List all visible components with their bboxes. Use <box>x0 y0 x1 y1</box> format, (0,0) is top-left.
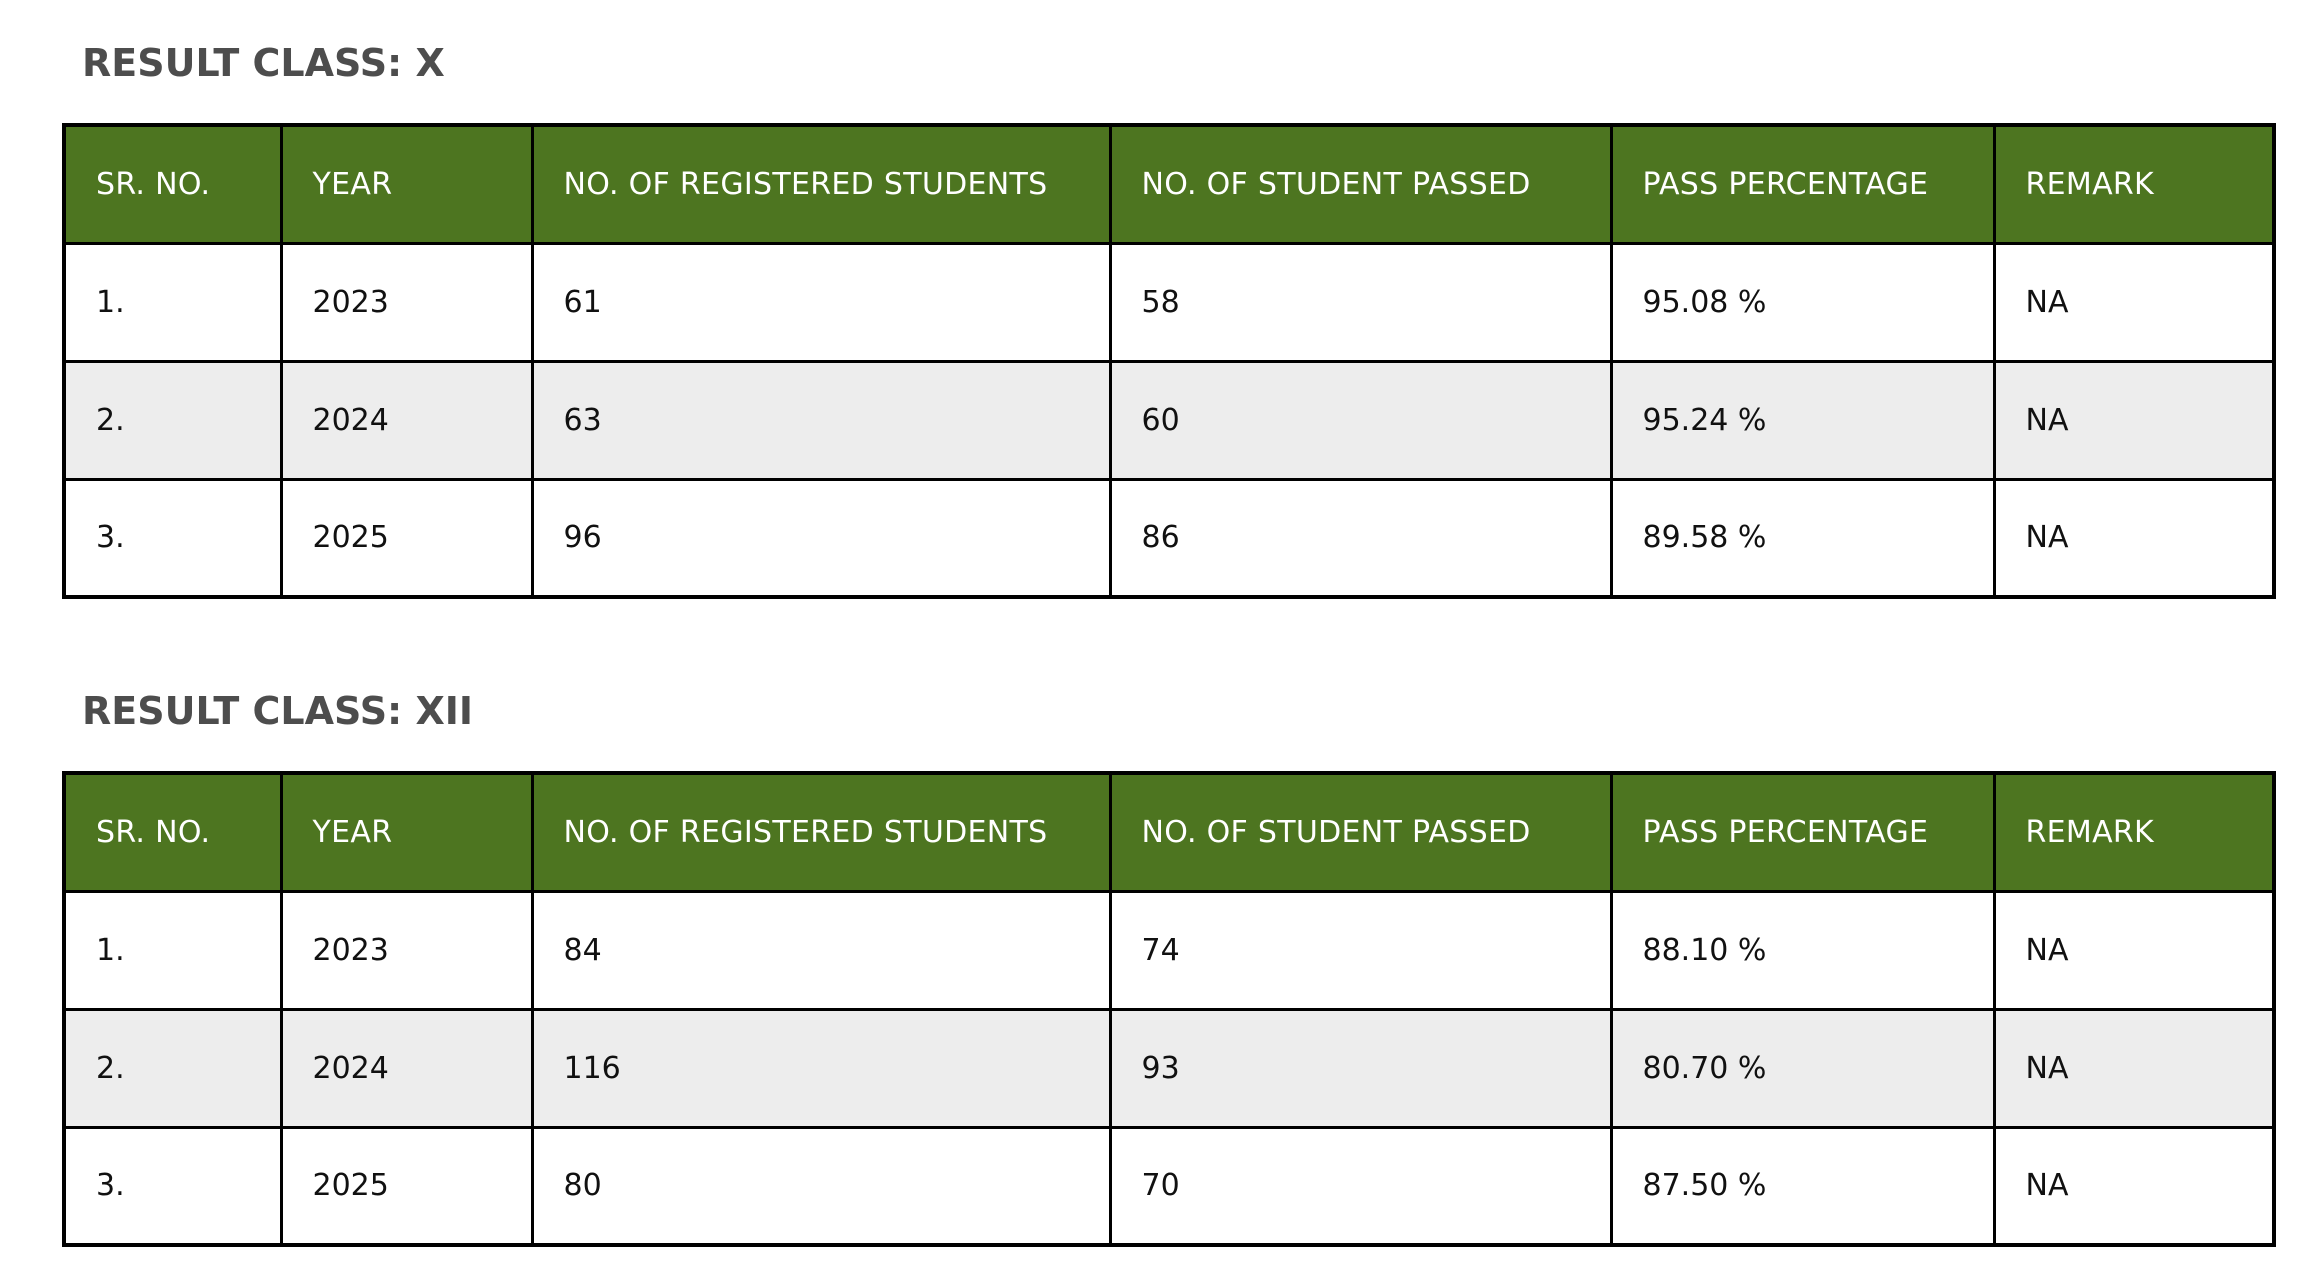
cell-year: 2024 <box>281 361 532 479</box>
cell-year: 2025 <box>281 479 532 597</box>
result-class-xii-table <box>62 771 2276 1247</box>
cell-year: 2024 <box>281 1009 532 1127</box>
cell-sr-no: 2. <box>64 1009 281 1127</box>
table-row <box>64 1127 2274 1245</box>
cell-registered-students: 116 <box>532 1009 1110 1127</box>
column-header-registered-students: NO. OF REGISTERED STUDENTS <box>532 773 1110 891</box>
result-class-xii-title: RESULT CLASS: XII <box>82 689 474 733</box>
result-class-x-table <box>62 123 2276 599</box>
cell-students-passed: 60 <box>1110 361 1611 479</box>
cell-students-passed: 86 <box>1110 479 1611 597</box>
cell-remark: NA <box>1994 891 2274 1009</box>
column-header-students-passed: NO. OF STUDENT PASSED <box>1110 125 1611 243</box>
cell-registered-students: 96 <box>532 479 1110 597</box>
cell-pass-percentage: 80.70 % <box>1611 1009 1994 1127</box>
column-header-remark: REMARK <box>1994 125 2274 243</box>
cell-students-passed: 74 <box>1110 891 1611 1009</box>
cell-registered-students: 84 <box>532 891 1110 1009</box>
table-header-row <box>64 773 2274 891</box>
cell-pass-percentage: 95.08 % <box>1611 243 1994 361</box>
cell-remark: NA <box>1994 479 2274 597</box>
cell-year: 2023 <box>281 891 532 1009</box>
cell-remark: NA <box>1994 361 2274 479</box>
table-row <box>64 891 2274 1009</box>
cell-students-passed: 93 <box>1110 1009 1611 1127</box>
column-header-sr-no: SR. NO. <box>64 125 281 243</box>
cell-registered-students: 63 <box>532 361 1110 479</box>
cell-remark: NA <box>1994 1127 2274 1245</box>
cell-sr-no: 1. <box>64 243 281 361</box>
cell-sr-no: 3. <box>64 479 281 597</box>
column-header-sr-no: SR. NO. <box>64 773 281 891</box>
cell-remark: NA <box>1994 243 2274 361</box>
cell-sr-no: 1. <box>64 891 281 1009</box>
column-header-pass-percentage: PASS PERCENTAGE <box>1611 125 1994 243</box>
cell-sr-no: 2. <box>64 361 281 479</box>
table-header-row <box>64 125 2274 243</box>
column-header-year: YEAR <box>281 773 532 891</box>
cell-students-passed: 70 <box>1110 1127 1611 1245</box>
cell-pass-percentage: 95.24 % <box>1611 361 1994 479</box>
result-class-x-title: RESULT CLASS: X <box>82 41 445 85</box>
table-row <box>64 243 2274 361</box>
cell-year: 2023 <box>281 243 532 361</box>
table-row <box>64 479 2274 597</box>
column-header-pass-percentage: PASS PERCENTAGE <box>1611 773 1994 891</box>
cell-remark: NA <box>1994 1009 2274 1127</box>
column-header-year: YEAR <box>281 125 532 243</box>
cell-registered-students: 61 <box>532 243 1110 361</box>
column-header-students-passed: NO. OF STUDENT PASSED <box>1110 773 1611 891</box>
column-header-remark: REMARK <box>1994 773 2274 891</box>
cell-students-passed: 58 <box>1110 243 1611 361</box>
cell-pass-percentage: 87.50 % <box>1611 1127 1994 1245</box>
table-row <box>64 361 2274 479</box>
column-header-registered-students: NO. OF REGISTERED STUDENTS <box>532 125 1110 243</box>
table-row <box>64 1009 2274 1127</box>
cell-pass-percentage: 88.10 % <box>1611 891 1994 1009</box>
cell-sr-no: 3. <box>64 1127 281 1245</box>
cell-year: 2025 <box>281 1127 532 1245</box>
cell-pass-percentage: 89.58 % <box>1611 479 1994 597</box>
cell-registered-students: 80 <box>532 1127 1110 1245</box>
